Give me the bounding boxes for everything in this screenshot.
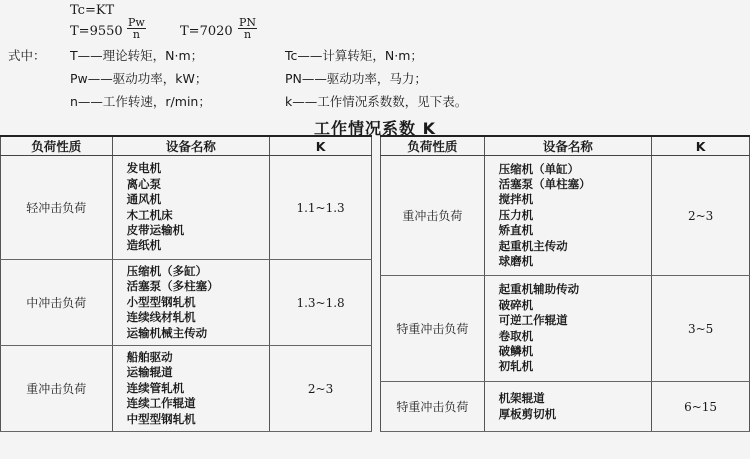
equipment-item: 发电机	[126, 161, 162, 176]
row-nature: 中冲击负荷	[1, 260, 113, 346]
row-equipment	[112, 156, 270, 260]
table-row	[381, 156, 750, 276]
definition-item: PN——驱动功率，马力；	[285, 71, 427, 86]
equipment-item: 木工机床	[126, 207, 173, 222]
header-nature: 负荷性质	[1, 136, 113, 156]
formula-torque-hp: T=7020	[180, 24, 233, 39]
row-equipment	[484, 276, 652, 382]
row-nature: 特重冲击负荷	[381, 382, 485, 432]
equipment-item: 中型型钢轧机	[126, 411, 196, 426]
table-row	[1, 260, 372, 346]
equipment-item: 连续线材轧机	[126, 310, 196, 325]
formula-calc-torque: Tc=KT	[70, 3, 115, 18]
row-equipment	[484, 156, 652, 276]
equipment-item: 起重机主传动	[498, 238, 568, 253]
row-equipment	[484, 382, 652, 432]
row-nature: 重冲击负荷	[1, 346, 113, 432]
equipment-item: 造纸机	[126, 238, 162, 253]
table-row	[1, 156, 372, 260]
right-coefficient-table	[380, 135, 750, 432]
equipment-item: 压力机	[498, 207, 534, 222]
header-nature: 负荷性质	[381, 136, 485, 156]
fraction-denominator: n	[132, 28, 140, 41]
row-equipment	[112, 260, 270, 346]
equipment-item: 船舶驱动	[126, 349, 173, 364]
equipment-item: 通风机	[126, 192, 162, 207]
header-equipment: 设备名称	[484, 136, 652, 156]
definition-item: k——工作情况系数数，见下表。	[285, 94, 468, 109]
row-nature: 特重冲击负荷	[381, 276, 485, 382]
row-k-value: 2~3	[652, 156, 750, 276]
equipment-item: 连续工作辊道	[126, 396, 196, 411]
equipment-item: 连续管轧机	[126, 380, 185, 395]
equipment-item: 破鳞机	[498, 343, 534, 358]
definition-item: n——工作转速，r/min；	[70, 94, 211, 109]
row-nature: 轻冲击负荷	[1, 156, 113, 260]
row-k-value: 6~15	[652, 382, 750, 432]
definition-item: T——理论转矩，N·m；	[70, 48, 204, 63]
header-k: K	[270, 136, 372, 156]
row-k-value: 2~3	[270, 346, 372, 432]
fraction-denominator: n	[243, 28, 252, 41]
equipment-item: 运输机械主传动	[126, 325, 208, 340]
equipment-item: 压缩机（单缸）	[498, 161, 580, 176]
formula-torque-kw: T=9550	[70, 24, 123, 39]
equipment-item: 球磨机	[498, 254, 534, 269]
row-k-value: 1.3~1.8	[270, 260, 372, 346]
fraction-pn-n	[238, 17, 257, 40]
row-k-value: 1.1~1.3	[270, 156, 372, 260]
fraction-numerator: PN	[239, 16, 257, 29]
equipment-item: 卷取机	[498, 328, 534, 343]
equipment-item: 活塞泵（多柱塞）	[126, 279, 219, 294]
row-nature: 重冲击负荷	[381, 156, 485, 276]
header-k: K	[652, 136, 750, 156]
definitions-prefix: 式中：	[8, 48, 46, 63]
definition-item: Tc——计算转矩，N·m；	[285, 48, 423, 63]
fraction-numerator: Pw	[128, 16, 145, 29]
equipment-item: 搅拌机	[498, 192, 534, 207]
fraction-pw-n	[127, 17, 146, 40]
equipment-item: 矫直机	[498, 223, 534, 238]
table-row	[1, 346, 372, 432]
equipment-item: 皮带运输机	[126, 222, 185, 237]
table-title: 工作情况系数 K	[314, 119, 436, 138]
equipment-item: 压缩机（多缸）	[126, 263, 208, 278]
equipment-item: 厚板剪切机	[498, 406, 557, 421]
equipment-item: 活塞泵（单柱塞）	[498, 176, 591, 191]
row-equipment	[112, 346, 270, 432]
equipment-item: 运输辊道	[126, 365, 173, 380]
header-equipment: 设备名称	[112, 136, 270, 156]
equipment-item: 初轧机	[498, 359, 534, 374]
equipment-item: 破碎机	[498, 297, 534, 312]
equipment-item: 离心泵	[126, 176, 162, 191]
equipment-item: 起重机辅助传动	[498, 282, 580, 297]
table-header-row	[381, 136, 750, 156]
table-row	[381, 276, 750, 382]
left-coefficient-table	[0, 135, 372, 432]
equipment-item: 可逆工作辊道	[498, 313, 568, 328]
definition-item: Pw——驱动功率，kW；	[70, 71, 208, 86]
equipment-item: 机架辊道	[498, 391, 545, 406]
table-header-row	[1, 136, 372, 156]
table-row	[381, 382, 750, 432]
row-k-value: 3~5	[652, 276, 750, 382]
equipment-item: 小型型钢轧机	[126, 294, 196, 309]
